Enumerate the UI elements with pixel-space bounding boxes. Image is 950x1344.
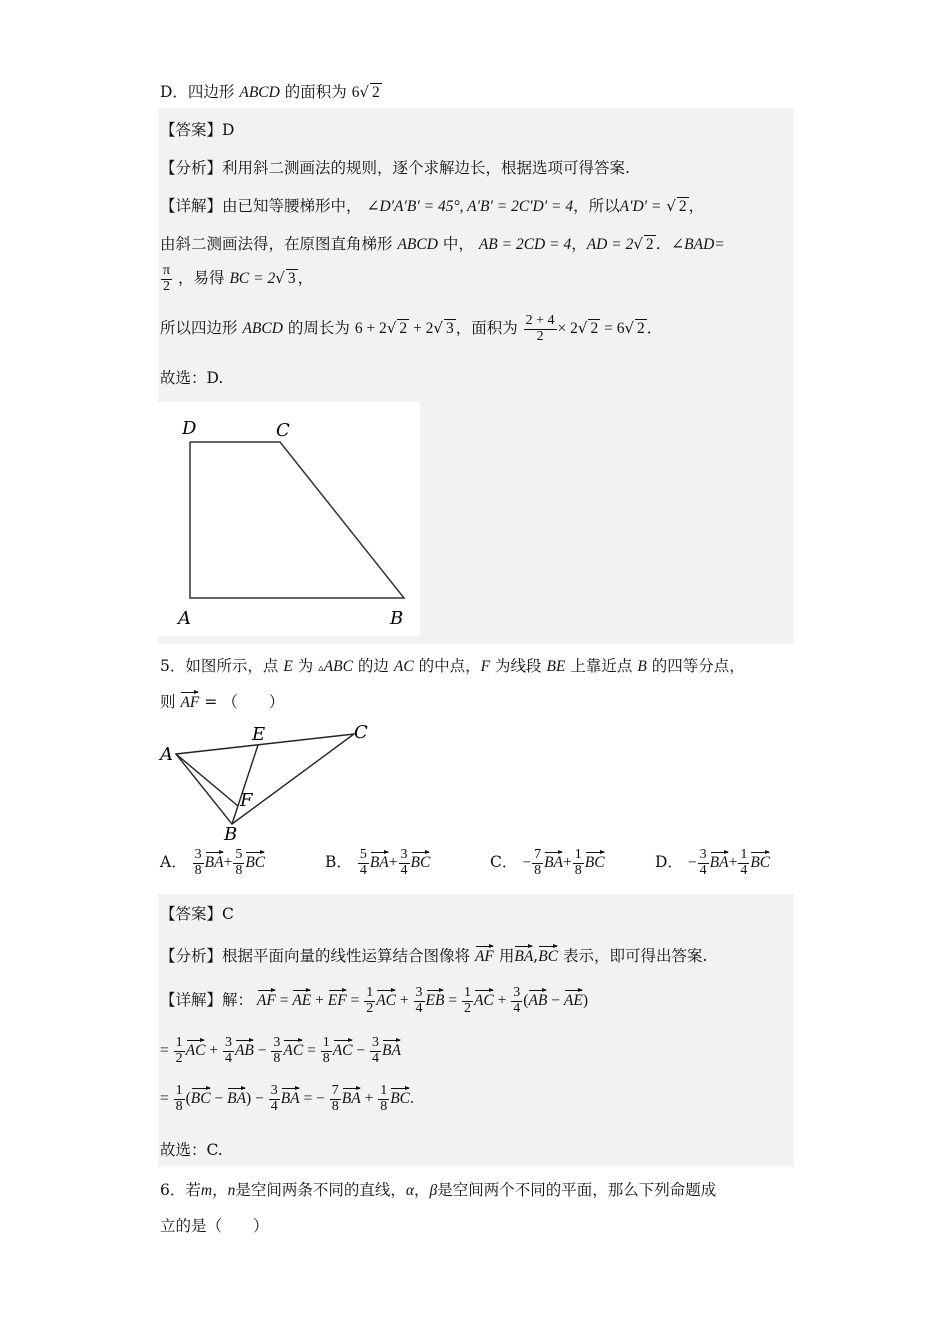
q5-option-a: [160, 848, 265, 878]
num: 7: [331, 1083, 339, 1098]
operator: −: [522, 854, 532, 872]
den: 8: [380, 1098, 388, 1114]
q4-detail-line1: 【详解】由已知等腰梯形中， ∠D′A′B′ = 45°, A′B′ = 2C′D′ = 4，所以A′D′ = √ 2 ，: [160, 197, 705, 215]
vertex-label-c: C: [276, 420, 290, 441]
q6-text: 是空间两条不同的直线，: [235, 1181, 406, 1199]
punct: ．: [646, 319, 663, 338]
vector-bc: BC: [585, 850, 605, 872]
answer-value: D: [222, 121, 235, 139]
punct: ，: [414, 1181, 430, 1199]
analysis-text: 根据平面向量的线性运算结合图像将: [222, 947, 471, 965]
radicand: 3: [287, 270, 296, 288]
vector-ba: BA: [710, 850, 729, 872]
den: 8: [331, 1098, 339, 1114]
num: 3: [224, 1035, 232, 1050]
frac-denominator: 2: [536, 328, 544, 344]
side-expression: A′D′ =: [619, 198, 662, 215]
radicand: 2: [590, 320, 599, 338]
q5-text: 的中点，: [418, 657, 481, 675]
perimeter-expr: 6 + 2: [354, 320, 387, 338]
operator: +: [728, 854, 738, 872]
punct: ，: [297, 269, 314, 288]
q6-text: 是空间两个不同的平面，那么下列命题成: [437, 1181, 717, 1199]
q5-text: 5．如图所示，点: [160, 657, 279, 675]
option-value: 6: [351, 84, 360, 101]
frac-numerator: 5: [235, 847, 243, 862]
triangle-svg: [158, 720, 378, 844]
vec: AB: [235, 1038, 254, 1060]
frac-numerator: 3: [400, 847, 408, 862]
vec: AC: [333, 1038, 353, 1060]
num: 1: [175, 1083, 183, 1098]
segment-name: AC: [393, 658, 414, 675]
q4-answer: [160, 118, 234, 140]
segment-be: [232, 745, 258, 824]
side-expression: AD = 2: [586, 236, 634, 253]
detail-text: ，所以: [573, 197, 620, 215]
vertex-label-b: B: [224, 824, 238, 844]
plane-beta: β: [429, 1182, 438, 1199]
vec: AC: [186, 1038, 206, 1060]
radicand: 3: [445, 320, 454, 338]
q6-text: 6．若: [160, 1181, 201, 1199]
den: 8: [322, 1050, 330, 1066]
q5-detail-line3: = $\frac{1}{8}$ (BC − BA) − $\frac{3}{4}$ BA = − $\frac{7}{8}$ BA + $\frac{1}{8}$ BC.: [160, 1083, 414, 1114]
radicand: 2: [678, 198, 687, 215]
frac-numerator: 1: [574, 847, 582, 862]
vec: BC: [390, 1086, 410, 1108]
trapezoid-svg: [158, 402, 420, 636]
punct: ,: [533, 947, 539, 965]
den: 8: [273, 1050, 281, 1066]
operator: +: [388, 854, 398, 872]
point-name: F: [480, 658, 491, 675]
operator: +: [223, 854, 233, 872]
frac-denominator: 8: [194, 862, 202, 878]
q4-option-d: D．四边形 ABCD 的面积为 6√ 2: [160, 83, 380, 101]
q5-detail-line2: = $\frac{1}{2}$ AC + $\frac{3}{4}$ AB − $\frac{3}{8}$ AC = $\frac{1}{8}$ AC − $\frac{3}{4}$ BA: [160, 1035, 401, 1066]
q6-stem-line1: [160, 1178, 716, 1200]
num: 3: [270, 1083, 278, 1098]
vector-bc: BC: [411, 850, 431, 872]
option-text: 的面积为: [284, 83, 347, 101]
q4-detail-line4: 所以四边形 ABCD 的周长为 6 + 2√ 2 + 2√ 3 ，面积为 $\frac{2 + 4}{2}$ × 2√ 2 = 6√ 2 ．: [160, 313, 663, 344]
q5-text: 为: [297, 657, 314, 675]
frac-denominator: 8: [574, 862, 582, 878]
frac-denominator: 4: [699, 862, 707, 878]
operator: −: [687, 854, 697, 872]
detail-label: 【详解】: [160, 991, 223, 1009]
angle-expression: ∠D′A′B′ = 45°: [366, 198, 460, 215]
vec: AC: [376, 988, 396, 1010]
vertex-label-a: A: [178, 608, 191, 629]
frac-denominator: 4: [359, 862, 367, 878]
vertex-label-e: E: [252, 724, 266, 745]
trapezoid-outline: [190, 442, 404, 598]
vertex-label-f: F: [240, 790, 253, 811]
detail-text: 由已知等腰梯形中，: [222, 197, 362, 215]
q5-text: 上靠近点: [570, 657, 633, 675]
detail-text: 中，: [442, 235, 474, 253]
vec: BA: [227, 1086, 246, 1108]
den: 4: [224, 1050, 232, 1066]
vector-bc: BC: [538, 944, 558, 966]
vec: AE: [564, 988, 583, 1010]
vec: AC: [474, 988, 494, 1010]
radicand: 2: [637, 320, 645, 338]
vector-ba: BA: [544, 850, 563, 872]
detail-text: ，易得: [178, 269, 225, 288]
option-label: B．: [325, 853, 352, 872]
frac-denominator: 4: [740, 862, 748, 878]
vertex-label-a: A: [160, 744, 173, 765]
angle-expression: ．∠BAD=: [655, 236, 725, 253]
vec: AC: [283, 1038, 303, 1060]
plane-alpha: α: [405, 1182, 414, 1199]
q6-stem-line2: [160, 1214, 269, 1236]
area-expr: × 2: [557, 320, 578, 338]
detail-text: 所以四边形: [160, 319, 238, 338]
radicand: 2: [399, 320, 408, 338]
frac-numerator: 3: [699, 847, 707, 862]
point-name: E: [283, 658, 293, 675]
answer-label: 【答案】: [160, 121, 223, 139]
vertex-label-b: B: [390, 608, 404, 629]
q5-option-c: [490, 848, 605, 878]
den: 4: [415, 1000, 423, 1016]
vertex-label-c: C: [354, 722, 368, 743]
num: 1: [322, 1035, 330, 1050]
triangle-abc: [176, 734, 354, 824]
punct: ，: [571, 235, 587, 253]
vec: AE: [292, 988, 311, 1010]
vec: BA: [382, 1038, 401, 1060]
frac-denominator: 2: [163, 278, 171, 294]
vector-ba: BA: [205, 850, 224, 872]
segment-af: [176, 754, 238, 806]
detail-text: ，面积为: [455, 319, 518, 338]
num: 3: [415, 985, 423, 1000]
frac-denominator: 4: [400, 862, 408, 878]
q5-stem-line1: [160, 654, 745, 676]
den: 2: [366, 1000, 374, 1016]
vec: BA: [342, 1086, 361, 1108]
q5-stem-line2: [160, 690, 284, 712]
num: 3: [273, 1035, 281, 1050]
trapezoid-figure: [158, 402, 420, 636]
detail-text: 的周长为: [287, 319, 350, 338]
q5-option-d: [655, 848, 770, 878]
den: 4: [372, 1050, 379, 1066]
side-expression: AB = 2CD = 4: [478, 236, 572, 253]
detail-label: 【详解】: [160, 197, 223, 215]
vector-af: AF: [475, 944, 494, 966]
frac-numerator: 7: [534, 847, 542, 862]
q6-text: 立的是（ ）: [160, 1217, 269, 1235]
q5-text: = （ ）: [199, 693, 285, 711]
option-label: D．: [655, 853, 683, 872]
segment-name: BE: [546, 658, 566, 675]
analysis-text: 利用斜二测画法的规则，逐个求解边长，根据选项可得答案.: [222, 159, 630, 177]
option-label: A．: [160, 853, 187, 872]
triangle-symbol: ▵: [318, 661, 324, 674]
q5-text: 为线段: [495, 657, 542, 675]
frac-numerator: 2 + 4: [525, 313, 555, 328]
vector-ba: BA: [370, 850, 389, 872]
side-expression: BC = 2: [229, 270, 276, 288]
perimeter-expr: + 2: [409, 320, 434, 338]
frac-numerator: π: [163, 263, 171, 278]
q4-detail-line2: 由斜二测画法得，在原图直角梯形 ABCD 中， AB = 2CD = 4，AD = 2√ 2 ．∠BAD=: [160, 235, 725, 253]
num: 1: [366, 985, 374, 1000]
q4-detail-line3: $\frac{\pi}{2}$ ，易得 BC = 2√ 3 ，: [163, 263, 314, 294]
num: 3: [372, 1035, 379, 1050]
frac-numerator: 5: [359, 847, 367, 862]
analysis-text: 用: [498, 947, 515, 965]
frac-denominator: 8: [534, 862, 542, 878]
q5-detail-line1: 【详解】解： AF = AE + EF = $\frac{1}{2}$ AC + $\frac{3}{4}$ EB = $\frac{1}{2}$ AC + $\frac{3}{4}$ (AB − AE): [160, 985, 588, 1016]
vec: AF: [257, 988, 276, 1010]
q4-conclusion: [160, 366, 223, 388]
num: 3: [513, 985, 521, 1000]
area-expr: = 6: [600, 320, 625, 338]
answer-value: C: [222, 905, 234, 923]
punct: ，: [212, 1181, 228, 1199]
conclusion-text: 故选：C.: [160, 1141, 223, 1159]
detail-text: 由斜二测画法得，在原图直角梯形: [160, 235, 393, 253]
answer-label: 【答案】: [160, 905, 223, 923]
num: 1: [463, 985, 471, 1000]
option-radicand: 2: [372, 84, 380, 101]
option-label: D．四边形: [160, 83, 235, 101]
vector-af: AF: [180, 690, 199, 712]
vec: AB: [528, 988, 547, 1010]
den: 8: [175, 1098, 183, 1114]
triangle-name: ABC: [323, 658, 353, 675]
vector-bc: BC: [750, 850, 770, 872]
line-n: n: [227, 1182, 236, 1199]
den: 4: [270, 1098, 278, 1114]
vec: EF: [328, 988, 347, 1010]
vector-bc: BC: [245, 850, 265, 872]
frac-denominator: 8: [235, 862, 243, 878]
shape-name: ABCD: [242, 320, 283, 338]
vector-ba: BA: [514, 944, 533, 966]
vec: BA: [281, 1086, 300, 1108]
vec: BC: [191, 1086, 211, 1108]
analysis-label: 【分析】: [160, 159, 223, 177]
frac-numerator: 1: [740, 847, 748, 862]
point-name: B: [637, 658, 647, 675]
conclusion-text: 故选：D.: [160, 369, 224, 387]
shape-name: ABCD: [239, 84, 280, 101]
triangle-figure: [158, 720, 378, 844]
option-label: C．: [490, 853, 518, 872]
line-m: m: [200, 1182, 213, 1199]
den: 4: [513, 1000, 521, 1016]
vertex-label-d: D: [182, 418, 197, 439]
vec: EB: [426, 988, 445, 1010]
operator: +: [563, 854, 572, 872]
side-expression: , A′B′ = 2C′D′ = 4: [459, 198, 574, 215]
q4-analysis: [160, 156, 630, 178]
radicand: 2: [645, 236, 654, 253]
q5-analysis: [160, 944, 707, 966]
den: 2: [175, 1050, 183, 1066]
analysis-text: 表示，即可得出答案.: [562, 947, 708, 965]
q5-text: 则: [160, 693, 176, 711]
q5-conclusion: [160, 1138, 223, 1160]
detail-text: 解：: [222, 991, 254, 1009]
q5-text: 的四等分点，: [651, 657, 745, 675]
num: 1: [380, 1083, 388, 1098]
shape-name: ABCD: [397, 236, 438, 253]
q5-text: 的边: [357, 657, 389, 675]
num: 1: [175, 1035, 183, 1050]
q5-answer: [160, 902, 234, 924]
den: 2: [463, 1000, 471, 1016]
q5-option-b: [325, 848, 430, 878]
frac-numerator: 3: [194, 847, 202, 862]
q5-solution-block: [158, 894, 794, 1166]
analysis-label: 【分析】: [160, 947, 223, 965]
